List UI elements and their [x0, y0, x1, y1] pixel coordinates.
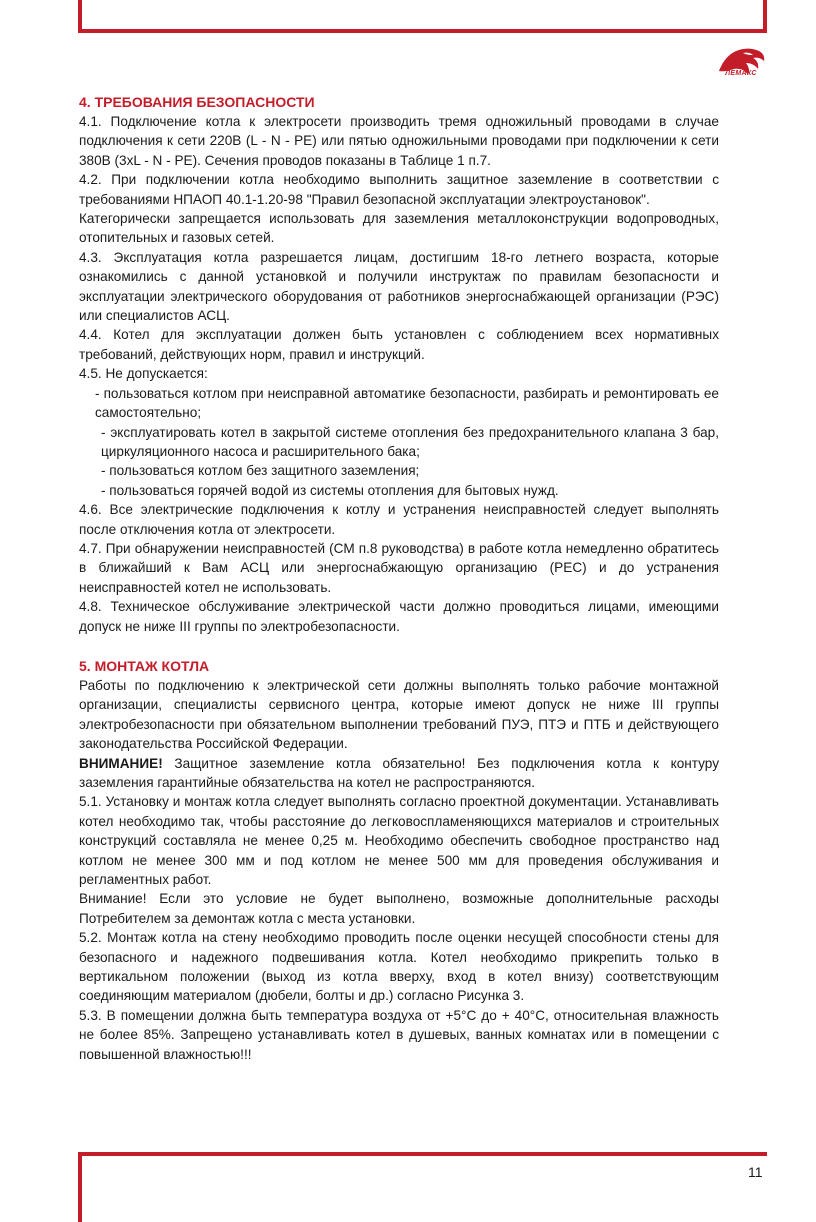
warning-label: ВНИМАНИЕ! — [79, 755, 163, 771]
lemaks-logo-icon — [713, 43, 769, 83]
warning-text: Защитное заземление котла обязательно! Без подключения котла к контуру заземления гарантийные обязательства на котел не распространяются. — [79, 755, 719, 790]
paragraph-5-1: 5.1. Установку и монтаж котла следует выполнять согласно проектной документации. Устанавливать котел необходимо так, чтобы расстояние до легковоспламеняющихся материалов и строительных конструкций составляла не менее 0,25 м. Необходимо обеспечить свободное пространство над котлом не менее 300 мм и под котлом не менее 500 мм для проведения обслуживания и регламентных работ. — [79, 794, 719, 888]
paragraph-4-3: 4.3. Эксплуатация котла разрешается лицам, достигшим 18-го летнего возраста, которые ознакомились с данной установкой и получили инструктаж по правилам безопасности и эксплуатации электрического оборудования от работников энергоснабжающей организации (РЭС) или специалистов АСЦ. — [79, 249, 719, 324]
paragraph-4-1: 4.1. Подключение котла к электросети производить тремя одножильный проводами в случае подключения к сети 220В (L - N - PE) или пятью одножильными проводами при подключении к сети 380В (3хL - N - PE). Сечения проводов показаны в Таблице 1 п.7. — [79, 114, 719, 168]
list-item-4-5-a: - пользоваться котлом при неисправной автоматике безопасности, разбирать и ремонтировать ее самостоятельно; — [95, 385, 719, 421]
section-5-heading: 5. МОНТАЖ КОТЛА — [79, 657, 210, 674]
paragraph-5-warning — [79, 754, 719, 793]
paragraph-4-4: 4.4. Котел для эксплуатации должен быть установлен с соблюдением всех нормативных требований, действующих норм, правил и инструкций. — [79, 327, 719, 362]
page-number: 11 — [748, 1164, 763, 1180]
list-item-4-5-c: - пользоваться котлом без защитного заземления; — [101, 463, 420, 479]
page-frame-bottom — [78, 1152, 767, 1222]
paragraph-4-5: 4.5. Не допускается: — [79, 366, 208, 382]
section-4-heading: 4. ТРЕБОВАНИЯ БЕЗОПАСНОСТИ — [79, 94, 315, 110]
paragraph-4-7: 4.7. При обнаружении неисправностей (СМ п.8 руководства) в работе котла немедленно обратитесь в ближайший к Вам АСЦ или энергоснабжающую организацию (РЕС) и до устранения неисправностей котел не использовать. — [79, 540, 719, 595]
list-item-4-5-d: - пользоваться горячей водой из системы отопления для бытовых нужд. — [101, 482, 559, 498]
document-body — [79, 92, 719, 1064]
paragraph-5-1-note: Внимание! Если это условие не будет выполнено, возможные дополнительные расходы Потребителем за демонтаж котла с места установки. — [79, 891, 719, 926]
paragraph-4-6: 4.6. Все электрические подключения к котлу и устранения неисправностей следует выполнять после отключения котла от электросети. — [79, 502, 719, 537]
list-item-4-5-b: - эксплуатировать котел в закрытой системе отопления без предохранительного клапана 3 бар, циркуляционного насоса и расширительного бака; — [101, 424, 719, 459]
paragraph-5-intro: Работы по подключению к электрической сети должны выполнять только рабочие монтажной организации, специалисты сервисного центра, которые имеют допуск не ниже III группы электробезопасности при обязательном выполнении требований ПУЭ, ПТЭ и ПТБ и действующего законодательства Российской Федерации. — [79, 677, 719, 752]
logo-text: ЛЕМАКС — [725, 70, 757, 77]
paragraph-5-3: 5.3. В помещении должна быть температура воздуха от +5°С до + 40°С, относительная влажность не более 85%. Запрещено устанавливать котел в душевых, ванных комнатах или в помещении с повышенной влажностью!!! — [79, 1007, 719, 1062]
paragraph-4-2: 4.2. При подключении котла необходимо выполнить защитное заземление в соответствии с требованиями НПАОП 40.1-1.20-98 "Правил безопасной эксплуатации электроустановок". — [79, 172, 719, 207]
paragraph-5-2: 5.2. Монтаж котла на стену необходимо проводить после оценки несущей способности стены для безопасного и надежного подвешивания котла. Котел необходимо прикрепить только в вертикальном положении (выход из котла вверху, вход в котел внизу) соответствующим соединяющим материалом (дюбели, болты и др.) согласно Рисунка 3. — [79, 930, 719, 1004]
page-frame-top — [78, 0, 767, 33]
paragraph-4-8: 4.8. Техническое обслуживание электрической части должно проводиться лицами, имеющими допуск не ниже III группы по электробезопасности. — [79, 599, 719, 634]
paragraph-4-2-note: Категорически запрещается использовать для заземления металлоконструкции водопроводных, отопительных и газовых сетей. — [79, 211, 719, 246]
